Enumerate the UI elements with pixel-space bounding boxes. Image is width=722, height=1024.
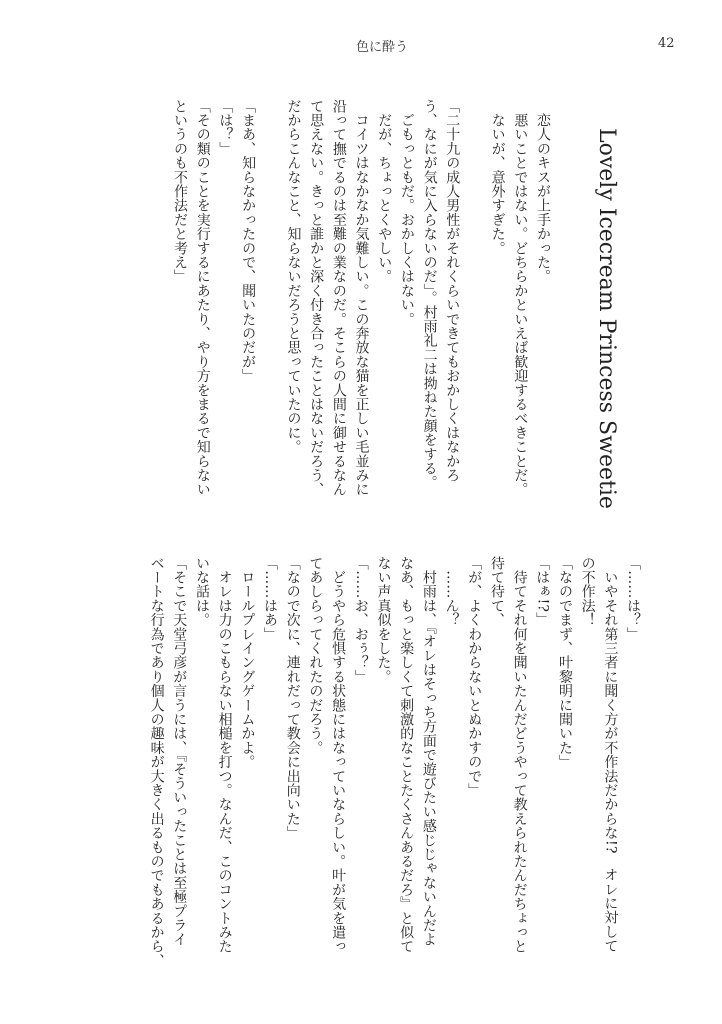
running-title: 色に酔う bbox=[356, 40, 409, 55]
text-line: ないが、意外すぎた。 bbox=[489, 99, 506, 256]
text-line: 「まあ、知らなかったので、聞いたのだが」 bbox=[240, 99, 257, 383]
text-line: 「が、よくわからないとぬかすので」 bbox=[466, 556, 483, 798]
text-line: て思えない。きっと誰かと深く付き合ったことはないだろう、 bbox=[308, 99, 325, 497]
text-line: 村雨は、『オレはそっち方面で遊びたい感じじゃないんだよ bbox=[420, 556, 437, 947]
text-line: ごもっともだ。おかしくはない。 bbox=[398, 99, 415, 327]
text-line: 「そこで天堂弓彦が言うには、『そういったことは至極プライ bbox=[171, 556, 188, 947]
text-line: 待て待て、 bbox=[488, 556, 505, 627]
text-line: コイツはなかなか気難しい。この奔放な猫を正しい毛並みに bbox=[353, 99, 370, 497]
page-number: 42 bbox=[658, 36, 675, 51]
text-block-upper bbox=[168, 99, 554, 509]
text-block-lower bbox=[145, 556, 644, 976]
text-line: 「は？」 bbox=[217, 99, 234, 156]
text-line: というのも不作法だと考え」 bbox=[172, 99, 188, 284]
text-line: ロールプレイングゲームかよ。 bbox=[239, 556, 256, 769]
text-line: 「はぁ!?」 bbox=[534, 556, 551, 627]
text-line: の不作法！ bbox=[579, 556, 596, 627]
text-line: いやそれ第三者に聞く方が不作法だからな!? オレに対して bbox=[602, 556, 619, 953]
text-line: てあしらってくれたのだろう。 bbox=[307, 556, 324, 755]
paragraph-break bbox=[463, 99, 486, 509]
text-line: オレは力のこもらない相槌を打つ。なんだ、このコントみた bbox=[216, 556, 233, 954]
text-line: ベートな行為であり個人の趣味が大きく出るものでもあるから、 bbox=[148, 556, 165, 968]
text-line: 「その類のことを実行するにあたり、やり方をまるで知らない bbox=[194, 99, 211, 497]
text-line: いな話は。 bbox=[193, 556, 210, 627]
text-line: なあ、もっと楽しくて刺激的なことたくさんあるだろ』と似て bbox=[398, 556, 415, 954]
text-line: だが、ちょっとくやしい。 bbox=[376, 99, 393, 284]
text-line: 「なのでまず、叶黎明に聞いた」 bbox=[556, 556, 573, 769]
text-line: う、なにが気に入らないのだ」。村雨礼二は拗ねた顔をする。 bbox=[421, 99, 438, 490]
text-line: ……ん？ bbox=[443, 556, 460, 627]
chapter-title: Lovely Icecream Princess Sweetie bbox=[594, 128, 619, 509]
text-line: どうやら危惧する状態にはなっていならしい。叶が気を遣っ bbox=[330, 556, 347, 954]
text-line: ない声真似をした。 bbox=[375, 556, 392, 684]
text-line: 待てそれ何を聞いたんだどうやって教えられたんだちょっと bbox=[511, 556, 528, 954]
text-line: 「二十九の成人男性がそれくらいできてもおかしくはなかろ bbox=[444, 99, 461, 483]
text-line: 悪いことではない。どちらかといえば歓迎するべきことだ。 bbox=[512, 99, 529, 497]
text-line: 「……はあ」 bbox=[262, 556, 278, 642]
text-line: 「なので次に、連れだって教会に出向いた」 bbox=[284, 556, 301, 840]
text-line: 沿って撫でるのは至難の業なのだ。そこらの人間に御せるなん bbox=[330, 99, 347, 497]
text-line: 「……お、おぅ？」 bbox=[352, 556, 369, 684]
paragraph-break bbox=[259, 99, 282, 509]
text-line: だからこんなこと、知らないだろうと思っていたのに。 bbox=[285, 99, 302, 454]
text-line: 恋人のキスが上手かった。 bbox=[535, 99, 551, 284]
text-line: 「……は？」 bbox=[625, 556, 641, 642]
